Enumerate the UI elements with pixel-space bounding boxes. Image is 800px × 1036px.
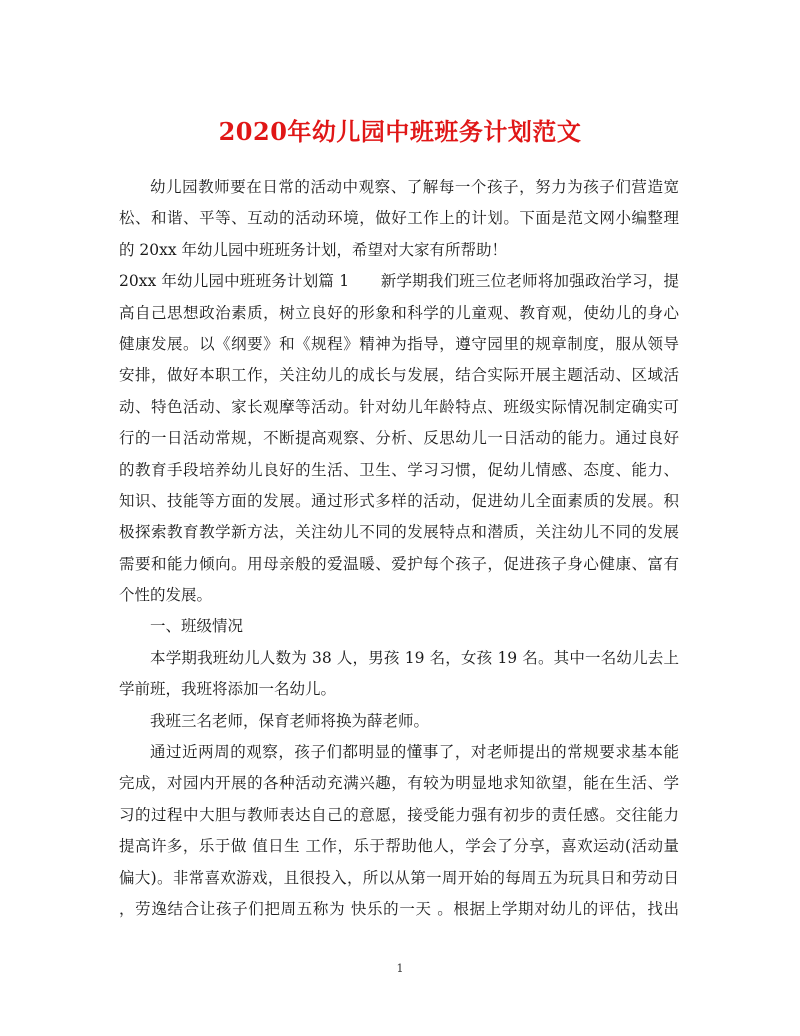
paragraph-line: 通过近两周的观察，孩子们都明显的懂事了，对老师提出的常规要求基本能 bbox=[150, 743, 679, 762]
paragraph-line: 幼儿园教师要在日常的活动中观察、了解每一个孩子，努力为孩子们营造宽 bbox=[150, 178, 679, 196]
section-heading: 一、班级情况 bbox=[150, 617, 244, 636]
paragraph-line: 偏大)。非常喜欢游戏，且很投入，所以从第一周开始的每周五为玩具日和劳动日 bbox=[119, 868, 679, 887]
paragraph-line: ，劳逸结合让孩子们把周五称为 快乐的一天 。根据上学期对幼儿的评估，找出 bbox=[119, 899, 679, 918]
paragraph-line: 健康发展。以《纲要》和《规程》精神为指导，遵守园里的规章制度，服从领导 bbox=[119, 334, 679, 353]
paragraph-line: 个性的发展。 bbox=[119, 586, 213, 605]
paragraph-line: 安排，做好本职工作，关注幼儿的成长与发展，结合实际开展主题活动、区域活 bbox=[119, 366, 679, 385]
paragraph-line: 知识、技能等方面的发展。通过形式多样的活动，促进幼儿全面素质的发展。积 bbox=[119, 491, 679, 510]
paragraph-line: 本学期我班幼儿人数为 38 人，男孩 19 名，女孩 19 名。其中一名幼儿去上 bbox=[150, 648, 679, 667]
page-number: 1 bbox=[396, 962, 404, 975]
paragraph-line: 学前班，我班将添加一名幼儿。 bbox=[119, 680, 337, 699]
paragraph-line: 需要和能力倾向。用母亲般的爱温暖、爱护每个孩子，促进孩子身心健康、富有 bbox=[119, 554, 679, 573]
document-body bbox=[119, 172, 679, 925]
paragraph-line: 20xx 年幼儿园中班班务计划篇 1 新学期我们班三位老师将加强政治学习，提 bbox=[119, 272, 679, 291]
paragraph-line: 完成，对园内开展的各种活动充满兴趣，有较为明显地求知欲望，能在生活、学 bbox=[119, 774, 679, 793]
document-title: 2020年幼儿园中班班务计划范文 bbox=[218, 117, 582, 146]
paragraph-line: 行的一日活动常规，不断提高观察、分析、反思幼儿一日活动的能力。通过良好 bbox=[119, 429, 679, 448]
paragraph-line: 高自己思想政治素质，树立良好的形象和科学的儿童观、教育观，使幼儿的身心 bbox=[119, 303, 679, 322]
paragraph-line: 的教育手段培养幼儿良好的生活、卫生、学习习惯，促幼儿情感、态度、能力、 bbox=[119, 460, 679, 479]
paragraph-line: 我班三名老师，保育老师将换为薛老师。 bbox=[150, 711, 430, 730]
paragraph-line: 习的过程中大胆与教师表达自己的意愿，接受能力强有初步的责任感。交往能力 bbox=[119, 805, 679, 824]
paragraph-line: 的 20xx 年幼儿园中班班务计划，希望对大家有所帮助！ bbox=[119, 240, 508, 259]
paragraph-line: 松、和谐、平等、互动的活动环境，做好工作上的计划。下面是范文网小编整理 bbox=[119, 209, 679, 228]
paragraph-line: 动、特色活动、家长观摩等活动。针对幼儿年龄特点、班级实际情况制定确实可 bbox=[119, 397, 679, 416]
paragraph-line: 极探索教育教学新方法，关注幼儿不同的发展特点和潜质，关注幼儿不同的发展 bbox=[119, 523, 679, 542]
paragraph-line: 提高许多，乐于做 值日生 工作，乐于帮助他人，学会了分享，喜欢运动(活动量 bbox=[119, 837, 679, 856]
